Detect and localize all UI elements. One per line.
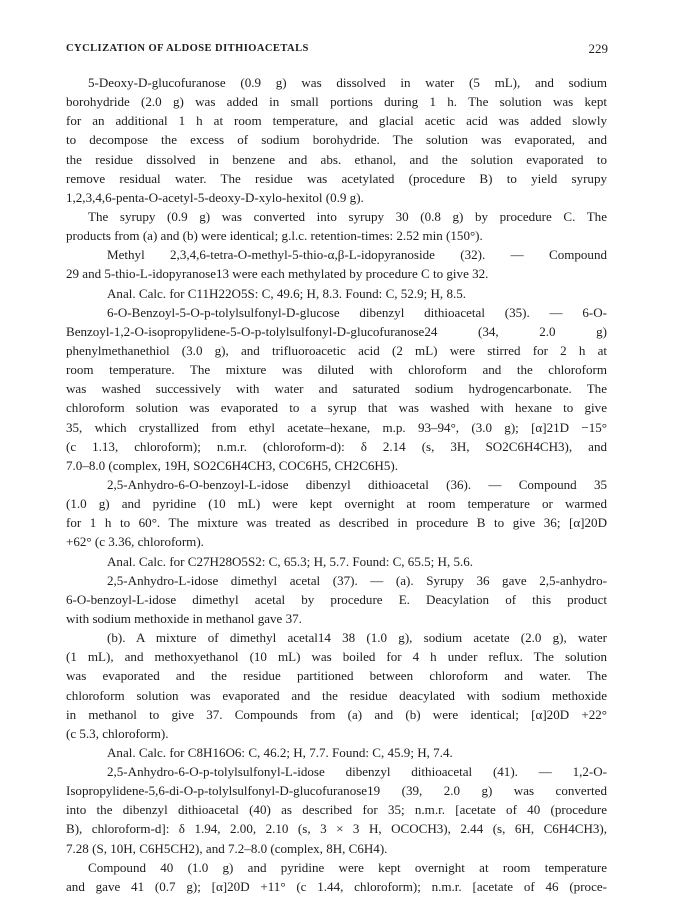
text-line: Anal. Calc. for C8H16O6: C, 46.2; H, 7.7. Found: C, 45.9; H, 7.4. xyxy=(107,744,453,760)
text-line: (b). A mixture of dimethyl acetal14 38 (1.0 g), sodium acetate (2.0 g), water xyxy=(107,630,607,646)
text-line: 1,2,3,4,6-penta-O-acetyl-5-deoxy-D-xylo-hexitol (0.9 g). xyxy=(66,189,364,205)
text-line: in methanol to give 37. Compounds from (a) and (b) were identical; [α]20D +22° xyxy=(66,706,607,722)
text-line: +62° (c 3.36, chloroform). xyxy=(66,534,204,550)
experimental-text xyxy=(66,73,607,896)
text-line: and gave 41 (0.7 g); [α]20D +11° (c 1.44, chloroform); n.m.r. [acetate of 46 (proce- xyxy=(66,878,607,894)
page-header xyxy=(66,43,608,61)
text-line: 29 and 5-thio-L-idopyranose13 were each methylated by procedure C to give 32. xyxy=(66,266,489,282)
text-line: 35, which crystallized from ethyl acetate–hexane, m.p. 93–94°, (3.0 g); [α]21D −15° xyxy=(66,419,607,435)
text-line: room temperature. The mixture was diluted with chloroform and the chloroform xyxy=(66,362,607,378)
text-line: Benzoyl-1,2-O-isopropylidene-5-O-p-tolylsulfonyl-D-glucofuranose24 (34, 2.0 g) xyxy=(66,323,607,339)
text-line: B), chloroform-d]: δ 1.94, 2.00, 2.10 (s, 3 × 3 H, OCOCH3), 2.44 (s, 6H, C6H4CH3), xyxy=(66,821,607,837)
text-line: with sodium methoxide in methanol gave 37. xyxy=(66,610,302,626)
text-line: the residue dissolved in benzene and abs. ethanol, and the solution evaporated to xyxy=(66,151,607,167)
text-line: Anal. Calc. for C11H22O5S: C, 49.6; H, 8.3. Found: C, 52.9; H, 8.5. xyxy=(107,285,467,301)
text-line: products from (a) and (b) were identical; g.l.c. retention-times: 2.52 min (150°). xyxy=(66,228,483,244)
text-line: remove residual water. The residue was acetylated (procedure B) to yield syrupy xyxy=(66,170,607,186)
text-line: (1 mL), and methoxyethanol (10 mL) was boiled for 4 h under reflux. The solution xyxy=(66,649,607,665)
text-line: 7.28 (S, 10H, C6H5CH2), and 7.2–8.0 (complex, 8H, C6H4). xyxy=(66,840,388,856)
text-line: was washed successively with water and saturated sodium hydrogencarbonate. The xyxy=(66,381,607,397)
text-line: into the dibenzyl dithioacetal (40) as described for 35; n.m.r. [acetate of 40 (procedure xyxy=(66,802,607,818)
running-title: CYCLIZATION OF ALDOSE DITHIOACETALS xyxy=(66,43,309,54)
text-line: for an additional 1 h at room temperature, and glacial acetic acid was added slowly xyxy=(66,113,607,129)
text-line: chloroform solution was evaporated to a syrup that was washed with hexane to give xyxy=(66,400,607,416)
text-line: 2,5-Anhydro-6-O-p-tolylsulfonyl-L-idose dibenzyl dithioacetal (41). — 1,2-O- xyxy=(107,764,607,780)
text-line: 7.0–8.0 (complex, 19H, SO2C6H4CH3, COC6H5, CH2C6H5). xyxy=(66,457,398,473)
page-number: 229 xyxy=(588,41,608,56)
text-line: The syrupy (0.9 g) was converted into syrupy 30 (0.8 g) by procedure C. The xyxy=(88,208,607,224)
text-line: Methyl 2,3,4,6-tetra-O-methyl-5-thio-α,β-L-idopyranoside (32). — Compound xyxy=(107,247,607,263)
text-line: phenylmethanethiol (3.0 g), and trifluoroacetic acid (2 mL) were stirred for 2 h at xyxy=(66,342,607,358)
text-line: 5-Deoxy-D-glucofuranose (0.9 g) was dissolved in water (5 mL), and sodium xyxy=(88,75,607,90)
text-line: (1.0 g) and pyridine (10 mL) were kept overnight at room temperature or warmed xyxy=(66,496,607,512)
text-line: chloroform solution was evaporated and the residue deacylated with sodium methoxide xyxy=(66,687,607,703)
text-line: 6-O-Benzoyl-5-O-p-tolylsulfonyl-D-glucose dibenzyl dithioacetal (35). — 6-O- xyxy=(107,304,607,320)
text-line: borohydride (2.0 g) was added in small portions during 1 h. The solution was kept xyxy=(66,94,607,110)
text-line: for 1 h to 60°. The mixture was treated as described in procedure B to give 36; [α]20D xyxy=(66,515,607,531)
text-line: 6-O-benzoyl-L-idose dimethyl acetal by procedure E. Deacylation of this product xyxy=(66,591,607,607)
text-line: was evaporated and the residue partitioned between chloroform and water. The xyxy=(66,668,607,684)
text-line: (c 1.13, chloroform); n.m.r. (chloroform-d): δ 2.14 (s, 3H, SO2C6H4CH3), and xyxy=(66,438,607,454)
text-line: 2,5-Anhydro-L-idose dimethyl acetal (37). — (a). Syrupy 36 gave 2,5-anhydro- xyxy=(107,572,607,588)
text-line: (c 5.3, chloroform). xyxy=(66,725,169,741)
text-line: to decompose the excess of sodium borohydride. The solution was evaporated, and xyxy=(66,132,607,148)
text-line: Anal. Calc. for C27H28O5S2: C, 65.3; H, 5.7. Found: C, 65.5; H, 5.6. xyxy=(107,553,474,569)
text-line: Isopropylidene-5,6-di-O-p-tolylsulfonyl-D-glucofuranose19 (39, 2.0 g) was converted xyxy=(66,783,607,799)
text-line: 2,5-Anhydro-6-O-benzoyl-L-idose dibenzyl dithioacetal (36). — Compound 35 xyxy=(107,476,607,492)
text-line: Compound 40 (1.0 g) and pyridine were kept overnight at room temperature xyxy=(88,859,607,875)
